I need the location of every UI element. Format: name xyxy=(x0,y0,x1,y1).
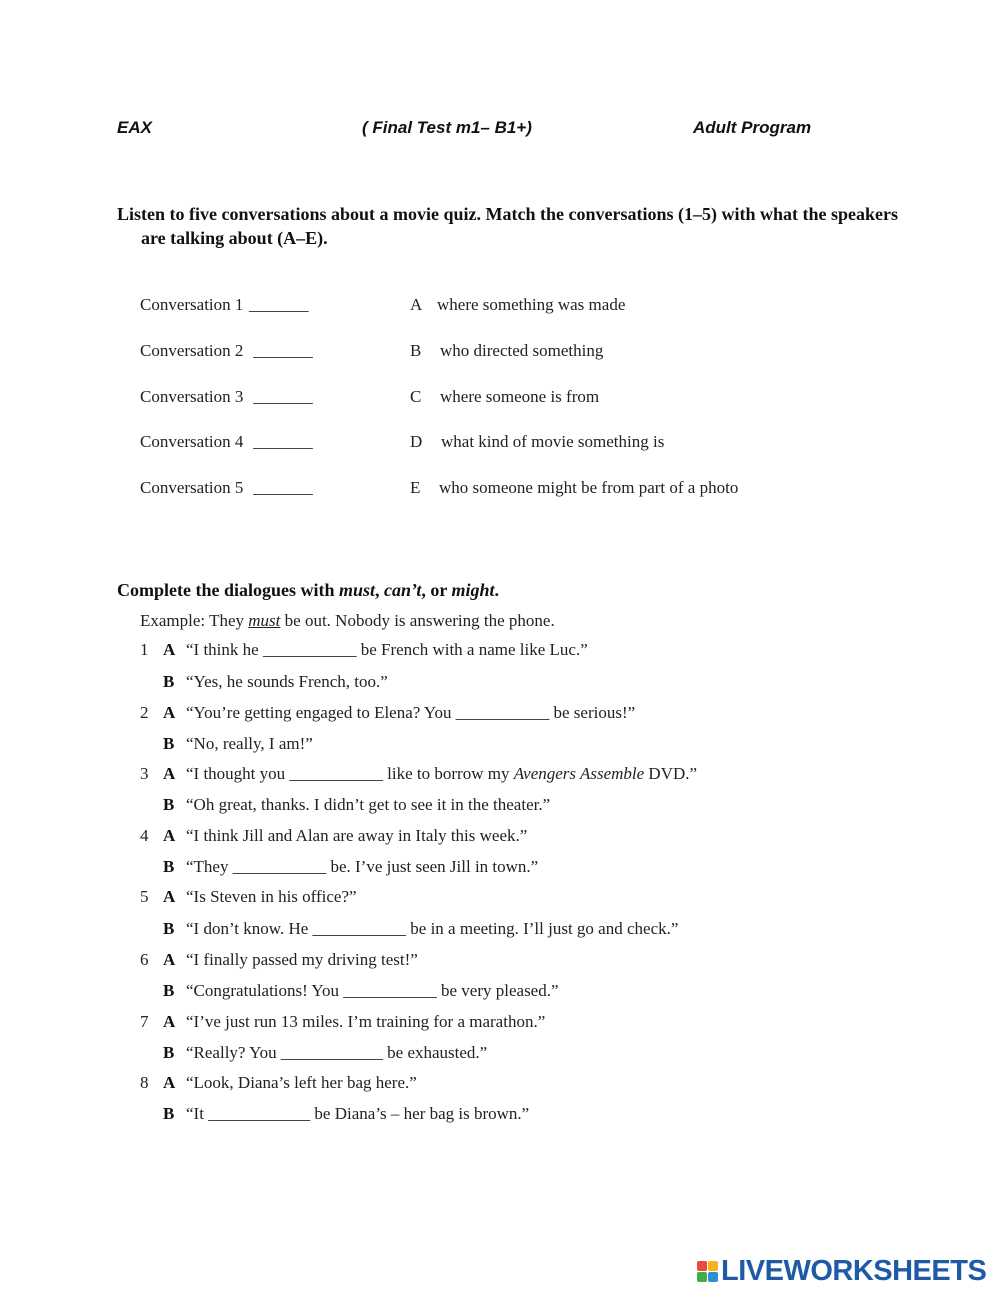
dialogue-line-a: “Look, Diana’s left her bag here.” xyxy=(186,1073,417,1092)
speaker-b: B xyxy=(163,1104,175,1123)
dialogue-line-b: “Oh great, thanks. I didn’t get to see it in the theater.” xyxy=(186,795,551,814)
dialogue-line-a: “I finally passed my driving test!” xyxy=(186,950,418,969)
logo-square xyxy=(708,1261,718,1271)
conversation-blank[interactable]: _______ xyxy=(249,295,309,314)
instruction-text: . xyxy=(494,580,500,600)
option-letter: E xyxy=(410,478,421,497)
speaker-b: B xyxy=(163,795,175,814)
speaker-b: B xyxy=(163,981,175,1000)
item-number: 8 xyxy=(140,1073,149,1092)
section2-instruction xyxy=(117,578,877,602)
dialogue-line-b[interactable]: “Really? You ____________ be exhausted.” xyxy=(186,1043,488,1062)
instruction-word-might: might xyxy=(451,580,495,600)
option-text: who directed something xyxy=(440,341,604,360)
dialogue-line-b[interactable]: “It ____________ be Diana’s – her bag is brown.” xyxy=(186,1104,530,1123)
item-number: 1 xyxy=(140,640,149,659)
conversation-blank[interactable]: _______ xyxy=(249,341,313,360)
instruction-text: Complete the dialogues with xyxy=(117,580,339,600)
logo-text: LIVEWORKSHEETS xyxy=(721,1255,987,1287)
dialogue-line-b: “No, really, I am!” xyxy=(186,734,313,753)
speaker-a: A xyxy=(163,1073,176,1092)
speaker-a: A xyxy=(163,764,176,783)
option-text: where something was made xyxy=(437,295,626,314)
item-number: 2 xyxy=(140,703,149,722)
instruction-text: , or xyxy=(421,580,452,600)
conversation-blank[interactable]: _______ xyxy=(249,432,313,451)
logo-square xyxy=(708,1272,718,1282)
movie-title: Avengers Assemble xyxy=(513,764,645,783)
option-text: what kind of movie something is xyxy=(441,432,665,451)
liveworksheets-logo xyxy=(697,1255,986,1288)
instruction-text: , xyxy=(375,580,385,600)
speaker-b: B xyxy=(163,857,175,876)
instruction-word-cant: can’t xyxy=(384,580,422,600)
header-left: EAX xyxy=(117,118,152,137)
conversation-label: Conversation 5 xyxy=(140,478,244,497)
item-number: 3 xyxy=(140,764,149,783)
dialogue-line-b[interactable]: “Congratulations! You ___________ be very pleased.” xyxy=(186,981,559,1000)
option-letter: D xyxy=(410,432,423,451)
conversation-label: Conversation 3 xyxy=(140,387,244,406)
instruction-word-must: must xyxy=(339,580,376,600)
dialogue-line-a[interactable]: “I think he ___________ be French with a name like Luc.” xyxy=(186,640,588,659)
item-number: 6 xyxy=(140,950,149,969)
example-sentence: Example: They must be out. Nobody is answering the phone. xyxy=(140,611,555,630)
dialogue-line-a[interactable]: “I thought you ___________ like to borrow my Avengers Assemble DVD.” xyxy=(186,764,698,783)
speaker-a: A xyxy=(163,703,176,722)
header-right: Adult Program xyxy=(693,118,812,137)
dialogue-line-a: “I’ve just run 13 miles. I’m training for a marathon.” xyxy=(186,1012,546,1031)
header-title: ( Final Test m1– B1+) xyxy=(362,118,532,137)
conversation-label: Conversation 1 xyxy=(140,295,244,314)
item-number: 4 xyxy=(140,826,149,845)
speaker-a: A xyxy=(163,1012,176,1031)
speaker-b: B xyxy=(163,734,175,753)
option-text: where someone is from xyxy=(440,387,600,406)
dialogue-line-a: “I think Jill and Alan are away in Italy this week.” xyxy=(186,826,528,845)
example-word: must xyxy=(248,611,281,630)
item-number: 5 xyxy=(140,887,149,906)
option-letter: A xyxy=(410,295,423,314)
dialogue-line-a: “Is Steven in his office?” xyxy=(186,887,357,906)
speaker-a: A xyxy=(163,826,176,845)
dialogue-line-b[interactable]: “I don’t know. He ___________ be in a meeting. I’ll just go and check.” xyxy=(186,919,679,938)
item-number: 7 xyxy=(140,1012,149,1031)
conversation-blank[interactable]: _______ xyxy=(249,478,313,497)
speaker-a: A xyxy=(163,887,176,906)
option-letter: B xyxy=(410,341,422,360)
logo-square xyxy=(697,1272,707,1282)
conversation-label: Conversation 4 xyxy=(140,432,244,451)
logo-square xyxy=(697,1261,707,1271)
logo-icon xyxy=(697,1261,718,1282)
conversation-blank[interactable]: _______ xyxy=(249,387,313,406)
speaker-b: B xyxy=(163,672,175,691)
option-text: who someone might be from part of a photo xyxy=(439,478,739,497)
speaker-a: A xyxy=(163,950,176,969)
conversation-label: Conversation 2 xyxy=(140,341,244,360)
option-letter: C xyxy=(410,387,422,406)
speaker-b: B xyxy=(163,1043,175,1062)
speaker-a: A xyxy=(163,640,176,659)
dialogue-line-b: “Yes, he sounds French, too.” xyxy=(186,672,388,691)
section1-instruction: Listen to five conversations about a movie quiz. Match the conversations (1–5) with what the speakers are talking about (A–E). xyxy=(117,204,898,248)
speaker-b: B xyxy=(163,919,175,938)
dialogue-line-a[interactable]: “You’re getting engaged to Elena? You ___________ be serious!” xyxy=(186,703,636,722)
dialogue-line-b[interactable]: “They ___________ be. I’ve just seen Jill in town.” xyxy=(186,857,539,876)
